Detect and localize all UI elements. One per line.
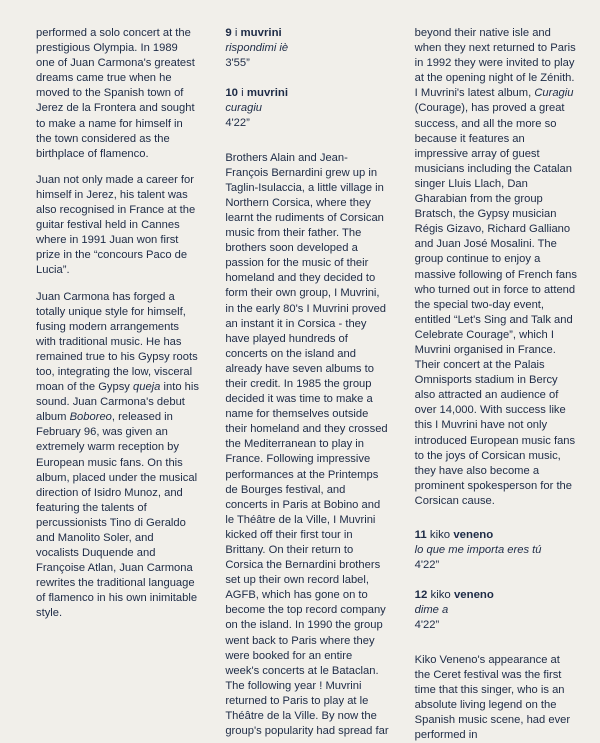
track-listing-10 [225,86,388,131]
track-number: 11 [414,529,427,541]
paragraph-right-1-pre: beyond their native isle and when they next returned to Paris in 1992 they were invited to play at the opening night of le Zénith. I Muvrini's latest album, [414,27,576,100]
track-title: lo que me importa eres tú [414,544,542,557]
paragraph-middle-biography: Brothers Alain and Jean-François Bernardini grew up in Taglin-Isulaccia, a little village in Northern Corsica, where they learnt the rudiments of Corsican music from their father. The brothers soon developed a passion for the music of their homeland and they decided to form their own group, I Muvrini, in the early 80's I Muvrini proved an instant it in Corsica - they have played hundreds of concerts on the island and already have seven albums to their credit. In 1985 the group decided it was time to make a name for themselves outside their homeland and they crossed the Mediterranean to play in France. Following impressive performances at the Printemps de Bourges festival, and concerts in Paris at Bobino and le Théâtre de la Ville, I Muvrini kicked off their first tour in Brittany. On their return to Corsica the Bernardini brothers set up their own record label, AGFB, which has gone on to become the top record company on the island. In 1990 the group went back to Paris where they were booked for an entire week's concerts at le Bataclan. The following year ! Muvrini returned to Paris to play at le Théâtre de la Ville. By now the group's popularity had spread far [225,151,389,738]
emphasis-curagiu: Curagiu [534,87,574,100]
column-left [36,26,199,622]
column-middle [225,26,388,739]
spacer [415,573,578,588]
paragraph-right-closing: Kiko Veneno's appearance at the Ceret festival was the first time that this singer, who is an absolute living legend on the Spanish music scene, had ever performed in [414,653,571,742]
track-duration: 4'22” [414,559,440,572]
track-title: curagiu [225,102,263,115]
track-head [415,588,578,603]
track-title: rispondimi iè [225,42,289,55]
track-duration: 4'22” [414,619,440,632]
track-artist: veneno [453,529,494,541]
spacer [36,279,199,290]
track-listing-9 [225,26,388,71]
track-number: 10 [225,87,238,100]
track-artist-prefix: i [234,27,238,39]
emphasis-queja: queja [133,381,161,394]
track-artist: muvrini [246,87,289,100]
track-head [415,528,578,543]
spacer [36,162,199,173]
spacer [415,509,578,528]
column-right [415,26,578,743]
track-title: dime a [414,604,449,617]
track-artist: veneno [453,589,494,602]
paragraph-right-1 [415,26,578,509]
track-artist: muvrini [240,27,282,39]
paragraph-left-2: Juan not only made a career for himself in Jerez, his talent was also recognised in France at the guitar festival held in Cannes where in 1991 Juan won first prize in the “concours Paco de Lucia”. [36,173,196,277]
track-listing-12 [415,588,578,633]
track-listing-11 [415,528,578,573]
paragraph-left-3-post: , released in February 96, was given an extremely warm reception by European music fans. On this album, placed under the musical direction of Isidro Munoz, and featuring the talents of percussionists Tino di Geraldo and Manolito Soler, and vocalists Duquende and Françoise Atlan, Juan Carmona rewrites the traditional language of flamenco in his own inimitable style. [36,411,198,620]
emphasis-boboreo: Boboreo [69,411,112,424]
paragraph-left-1: performed a solo concert at the prestigious Olympia. In 1989 one of Juan Carmona's greatest dreams came true when he moved to the Spanish town of Jerez de la Frontera and sought to make a name for himself in the town considered as the birthplace of flamenco. [36,27,195,160]
track-artist-prefix: kiko [429,529,451,541]
paragraph-right-1-post: (Courage), has proved a great success, and all the more so because it features an impressive array of guest musicians including the Catalan singer Lluis Llach, Dan Gharabian from the group Bratsch, the Gypsy musician Régis Gizavo, Richard Galliano and Juan José Mosalini. The group continue to enjoy a massive following of French fans who turned out in force to attend the special two-day event, entitled “Let's Sing and Talk and Celebrate Courage”, which I Muvrini organised in France. Their concert at the Palais Omnisports stadium in Bercy also attracted an audience of over 14,000. With success like this I Muvrini have not only introduced European music fans to the joys of Corsican music, they have also become a prominent spokesperson for the Corsican cause. [414,102,577,507]
track-duration: 3'55” [225,57,250,70]
paragraph-left-3 [36,290,199,622]
track-duration: 4'22” [225,117,250,130]
paragraph-left-3-mid: into his sound. Juan Carmona's debut album [36,381,199,424]
text-columns [36,26,578,742]
spacer [225,71,388,86]
track-artist-prefix: kiko [430,589,451,602]
spacer [225,132,388,151]
paragraph-left-3-pre: Juan Carmona has forged a totally unique style for himself, fusing modern arrangements with traditional music. He has remained true to his Gypsy roots too, integrating the low, visceral moan of the Gypsy [36,290,198,394]
track-number: 9 [225,27,232,39]
track-head [225,26,388,41]
track-head [225,86,388,101]
spacer [415,634,578,653]
track-number: 12 [414,589,428,602]
track-artist-prefix: i [241,87,244,100]
